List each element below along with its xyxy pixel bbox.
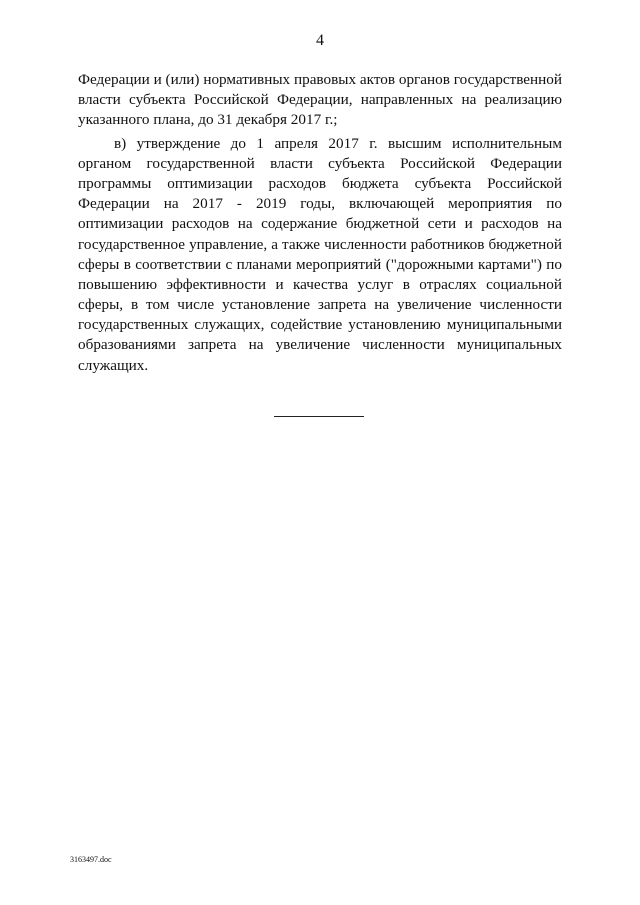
document-body xyxy=(78,70,562,376)
footer-doc-code: 3163497.doc xyxy=(70,855,112,864)
text-line: сферы, в том числе установление запрета на увеличение численности xyxy=(78,296,562,314)
text-line: программы оптимизации расходов бюджета субъекта Российской xyxy=(78,174,562,192)
text-line: образованиями запрета на увеличение численности муниципальных xyxy=(78,336,562,354)
text-line: государственное управление, а также численности работников бюджетной xyxy=(78,235,562,253)
text-line: сферы в соответствии с планами мероприятий ("дорожными картами") по xyxy=(78,255,562,273)
text-line: оптимизации расходов на содержание бюджетной сети и расходов на xyxy=(78,215,562,233)
text-line: государственных служащих, содействие установлению муниципальными xyxy=(78,316,562,334)
page-number: 4 xyxy=(316,32,324,49)
text-line: власти субъекта Российской Федерации, направленных на реализацию xyxy=(78,91,562,109)
end-separator-line xyxy=(274,416,364,417)
text-line: Федерации на 2017 - 2019 годы, включающей мероприятия по xyxy=(78,195,562,213)
text-line: органом государственной власти субъекта Российской Федерации xyxy=(78,154,562,172)
text-line: указанного плана, до 31 декабря 2017 г.; xyxy=(78,111,338,129)
text-line: повышению эффективности и качества услуг в отраслях социальной xyxy=(78,275,562,293)
text-line: в) утверждение до 1 апреля 2017 г. высшим исполнительным xyxy=(114,134,562,152)
text-line: Федерации и (или) нормативных правовых актов органов государственной xyxy=(78,71,562,88)
text-line: служащих. xyxy=(78,356,149,374)
